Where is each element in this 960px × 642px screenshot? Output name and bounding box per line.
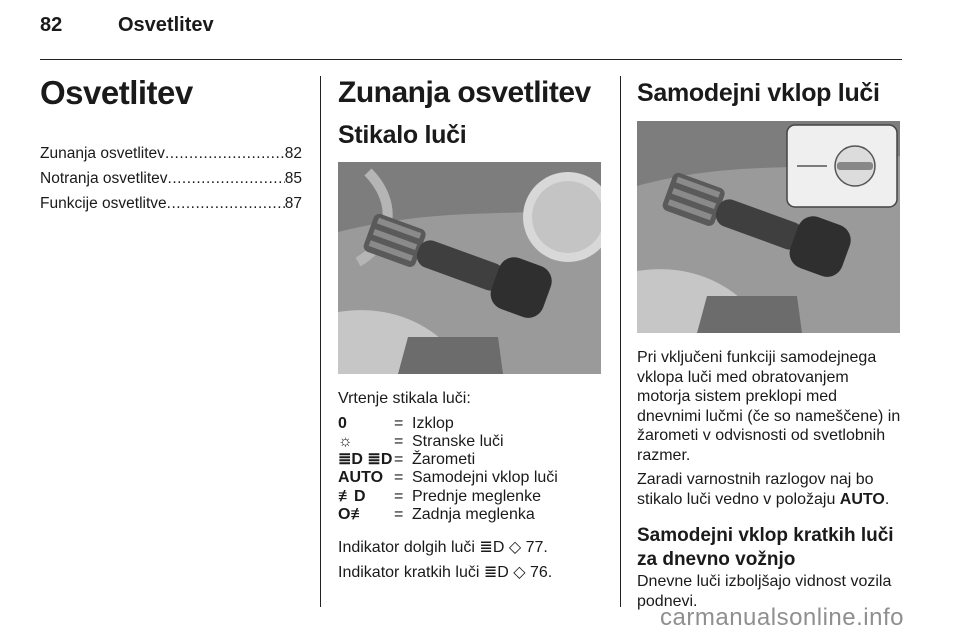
- subsection-title: Stikalo luči: [338, 121, 467, 149]
- auto-symbol: AUTO: [338, 469, 384, 487]
- middle-column: [338, 72, 604, 582]
- watermark: carmanualsonline.info: [660, 604, 904, 631]
- column-divider-2: [620, 76, 621, 607]
- drl-description: Dnevne luči izboljšajo vidnost vozila podnevi.: [637, 573, 892, 610]
- table-of-contents: [40, 141, 302, 216]
- auto-light-photo: [637, 121, 900, 333]
- high-beam-reference[interactable]: Indikator dolgih luči ≣D ◇ 77.: [338, 539, 548, 557]
- symbol-row: O≢ = Zadnja meglenka: [338, 505, 535, 523]
- chapter-title: Osvetlitev: [40, 74, 193, 111]
- left-column: [40, 72, 302, 216]
- section-title: Zunanja osvetlitev: [338, 76, 591, 109]
- symbol-row: 0 = Izklop: [338, 414, 454, 432]
- rear-fog-icon: O≢: [338, 505, 367, 523]
- low-beam-reference[interactable]: Indikator kratkih luči ≣D ◇ 76.: [338, 563, 553, 581]
- page-number: 82: [40, 14, 63, 36]
- symbol-table: [338, 415, 604, 525]
- safety-note: Zaradi varnostnih razlogov naj bo stikalo luči vedno v položaju AUTO.: [637, 471, 890, 508]
- right-column: [637, 72, 901, 611]
- symbol-row: ☼ = Stranske luči: [338, 432, 504, 450]
- toc-item[interactable]: Zunanja osvetlitev ..... 82: [40, 141, 302, 166]
- header-section-title: Osvetlitev: [118, 14, 214, 36]
- column-divider-1: [320, 76, 321, 607]
- symbol-row: AUTO = Samodejni vklop luči: [338, 469, 558, 487]
- auto-light-title: Samodejni vklop luči: [637, 79, 880, 107]
- headlights-icon: ≣D ≣D: [338, 451, 393, 469]
- symbol-row: ≣D ≣D = Žarometi: [338, 451, 476, 469]
- front-fog-icon: ≢D: [338, 487, 366, 505]
- toc-item[interactable]: Funkcije osvetlitve ..... 87: [40, 191, 302, 216]
- off-symbol: 0: [338, 414, 347, 432]
- switch-intro: Vrtenje stikala luči:: [338, 390, 471, 407]
- light-switch-photo: [338, 162, 601, 374]
- header-rule: [40, 59, 902, 60]
- drl-subtitle: Samodejni vklop kratkih luči za dnevno vožnjo: [637, 525, 894, 570]
- toc-item[interactable]: Notranja osvetlitev ..... 85: [40, 166, 302, 191]
- symbol-row: ≢D = Prednje meglenke: [338, 487, 541, 505]
- auto-light-description: Pri vključeni funkciji samodejnega vklopa luči med obratovanjem motorja sistem preklopi med dnevnimi lučmi (če so nameščene) in žarometi v odvisnosti od svetlobnih razmer.: [637, 349, 901, 464]
- side-lights-icon: ☼: [338, 432, 353, 450]
- auto-position-label: AUTO: [839, 490, 885, 508]
- page-header: [40, 14, 214, 37]
